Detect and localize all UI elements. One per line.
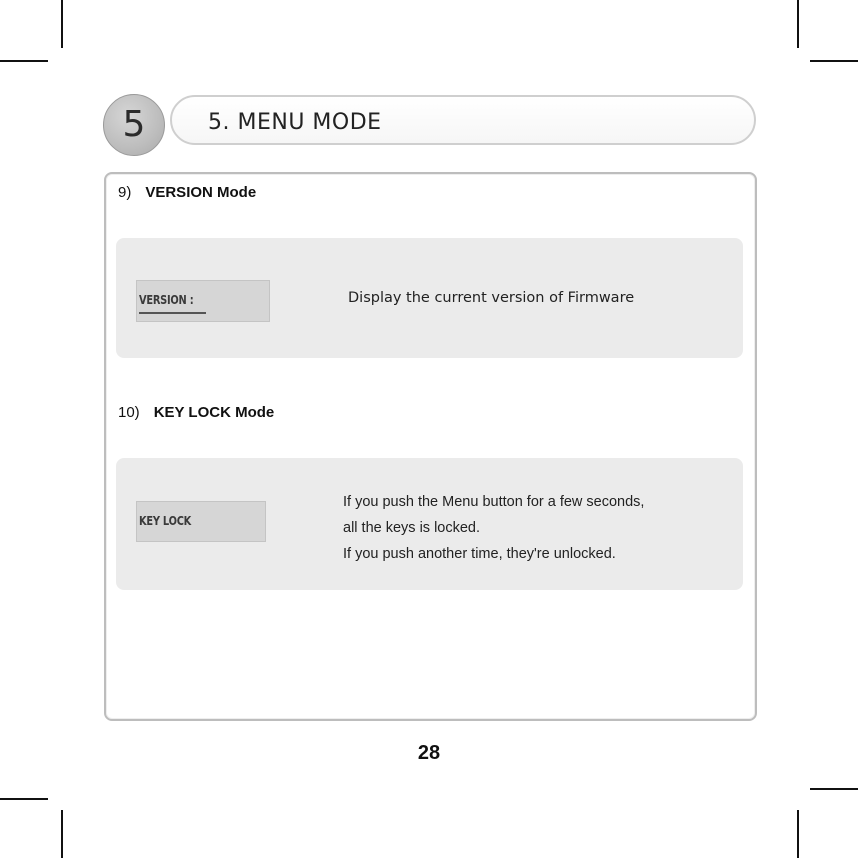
chapter-title: 5. MENU MODE xyxy=(208,110,382,135)
version-display-screen xyxy=(136,280,270,322)
section-title: KEY LOCK Mode xyxy=(153,404,275,421)
section-number: 10) xyxy=(118,404,140,421)
crop-mark xyxy=(810,788,858,790)
chapter-number-badge xyxy=(103,94,165,156)
section-heading-version xyxy=(118,184,256,201)
crop-mark xyxy=(61,810,63,858)
section-heading-keylock xyxy=(118,404,274,421)
display-cursor-underline xyxy=(139,312,206,314)
description-line: If you push another time, they're unlocked. xyxy=(343,546,616,562)
description-line: all the keys is locked. xyxy=(343,520,481,536)
version-display-label: VERSION : xyxy=(139,293,194,307)
crop-mark xyxy=(797,810,799,858)
crop-mark xyxy=(61,0,63,48)
version-panel xyxy=(116,238,743,358)
crop-mark xyxy=(810,60,858,62)
crop-mark xyxy=(0,798,48,800)
crop-mark xyxy=(797,0,799,48)
section-title: VERSION Mode xyxy=(145,184,257,201)
keylock-display-screen xyxy=(136,501,266,542)
section-number: 9) xyxy=(118,184,132,201)
keylock-display-label: KEY LOCK xyxy=(139,514,192,528)
keylock-description xyxy=(343,489,644,567)
chapter-number: 5 xyxy=(122,104,146,145)
crop-mark xyxy=(0,60,48,62)
version-description: Display the current version of Firmware xyxy=(348,290,635,306)
description-line: If you push the Menu button for a few seconds, xyxy=(343,494,645,510)
keylock-panel xyxy=(116,458,743,590)
chapter-title-banner xyxy=(170,95,756,145)
page-number: 28 xyxy=(417,742,441,764)
